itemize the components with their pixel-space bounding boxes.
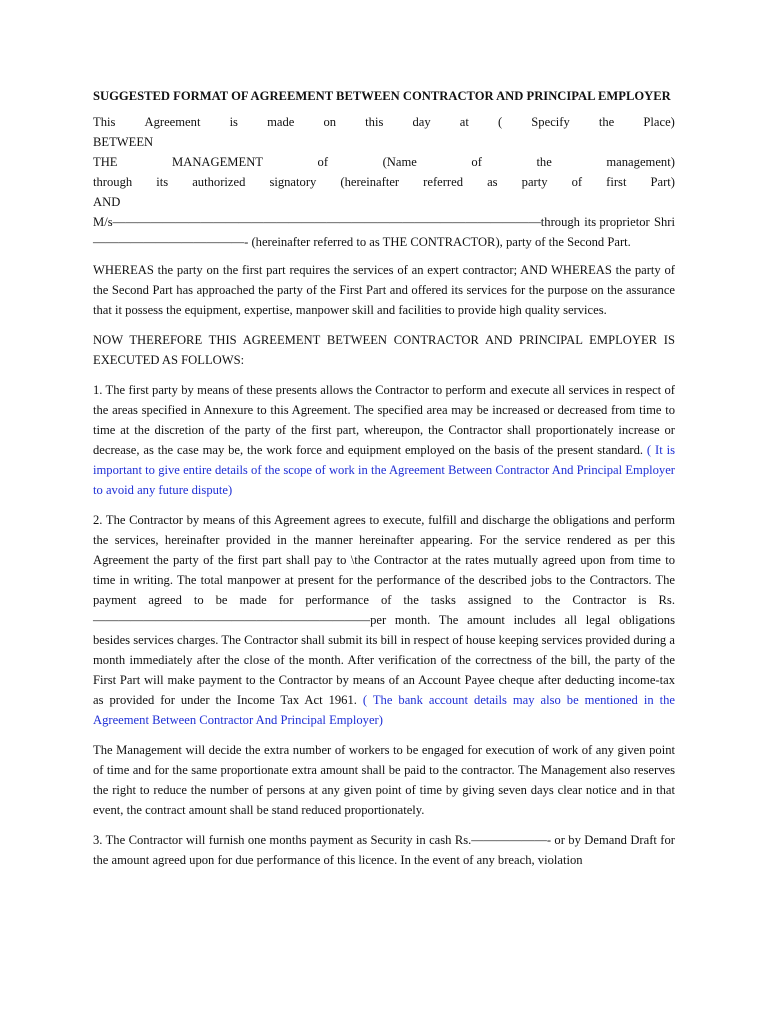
management-paragraph: The Management will decide the extra number of workers to be engaged for execution of work of any given point of time and for the same proportionate extra amount shall be paid to the contractor. The Management also reserves the right to reduce the number of persons at any given point of time by giving seven days clear notice and in that event, the contract amount shall be stand reduced proportionately. [93,743,675,817]
word: its [156,175,169,189]
parties-block [93,112,675,252]
clause-2-text: 2. The Contractor by means of this Agreement agrees to execute, fulfill and discharge the obligations and perform the services, hereinafter provided in the manner hereinafter appearing. For the service rendered as per this Agreement the party of the first part shall pay to \the Contractor at the rates mutually agreed upon from time to time in writing. The total manpower at present for the performance of the described jobs to the Contractors. The payment agreed to be made for performance of the tasks assigned to the Contractor is Rs. ——————————————————————per month. The amount includes all legal obligations besides services charges. The Contractor shall submit its bill in respect of house keeping services provided during a month immediately after the close of the month. After verification of the correctness of the bill, the party of the First Part will make payment to the Contractor by means of an Account Payee cheque after deducting income-tax as provided for under the Income Tax Act 1961. [93,513,675,707]
word: its proprietor [584,215,650,229]
clause-2-note: ( The bank account details may also be mentioned in the Agreement Between Contractor And Principal Employer) [93,693,675,727]
signatory-line [93,172,675,192]
clause-1-text: 1. The first party by means of these presents allows the Contractor to perform and execute all services in respect of the areas specified in Annexure to this Agreement. The specified area may be increased or decreased from time to time at the discretion of the party of the first part, whereupon, the Contractor shall proportionately increase or decrease, as the case may be, the work force and equipment employed on the basis of the present standard. [93,383,675,457]
contractor-name-line [93,212,675,232]
word: party [521,175,548,189]
word: on [323,115,337,129]
document-title: SUGGESTED FORMAT OF AGREEMENT BETWEEN CONTRACTOR AND PRINCIPAL EMPLOYER [93,89,671,103]
clause-1-note: ( It is important to give entire details of the scope of work in the Agreement Between Contractor And Principal Employer to avoid any future dispute) [93,443,675,497]
word: Part) [650,175,675,189]
word: Place) [643,115,675,129]
whereas-paragraph: WHEREAS the party on the first part requires the services of an expert contractor; AND WHEREAS the party of the Second Part has approached the party of the First Part and offered its services for the purpose on the assurance that it possess the equipment, expertise, manpower skill and facilities to provide high quality services. [93,263,675,317]
and-label: AND [93,195,121,209]
word: Specify [531,115,570,129]
word: of [571,175,583,189]
word: through [93,175,133,189]
management-line [93,152,675,172]
word: is [229,115,238,129]
word: as [487,175,498,189]
word: at [459,115,469,129]
word: authorized [192,175,246,189]
word: Agreement [144,115,201,129]
word: signatory [269,175,317,189]
word: of [471,155,482,169]
agreement-date-line [93,112,675,132]
word: made [267,115,295,129]
word: the [536,155,552,169]
word: day [412,115,431,129]
word: Shri [654,215,675,229]
now-therefore-paragraph: NOW THEREFORE THIS AGREEMENT BETWEEN CONTRACTOR AND PRINCIPAL EMPLOYER IS EXECUTED AS FOLLOWS: [93,333,675,367]
clause-2 [93,510,675,730]
contractor-name-blank: M/s——————————————————————————————————through [93,215,580,229]
word: management) [606,155,675,169]
word: THE [93,155,118,169]
word: of [317,155,329,169]
word: (Name [382,155,417,169]
between-label: BETWEEN [93,135,154,149]
clause-1 [93,380,675,500]
contractor-proprietor-line: ————————————- (hereinafter referred to as THE CONTRACTOR), party of the Second Part. [93,235,631,249]
word: referred [423,175,464,189]
word: MANAGEMENT [172,155,263,169]
word: (hereinafter [340,175,400,189]
clause-3: 3. The Contractor will furnish one months payment as Security in cash Rs.——————- or by Demand Draft for the amount agreed upon for due performance of this licence. In the event of any breach, violation [93,833,675,867]
word: the [598,115,615,129]
word: first [606,175,627,189]
word: This [93,115,116,129]
word: ( [497,115,503,129]
word: this [365,115,384,129]
